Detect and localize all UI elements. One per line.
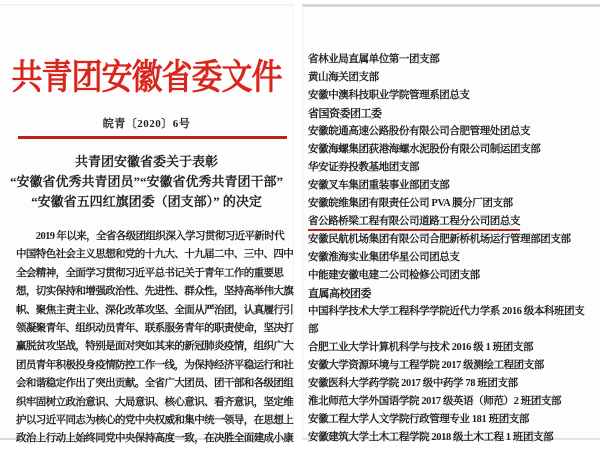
body-line: 2019 年以来，全省各级团组织深入学习贯彻习近平新时代 (16, 231, 285, 242)
branch-name: 华安证券投教基地团支部 (308, 162, 420, 173)
list-item (308, 213, 598, 231)
list-item (308, 303, 598, 321)
list-item (308, 321, 598, 339)
branch-name: 部 (308, 324, 319, 335)
list-item (308, 141, 598, 159)
list-item (308, 87, 598, 105)
branch-name: 安徽民航机场集团有限公司合肥新桥机场运行管理部团支部 (308, 234, 571, 245)
list-item (308, 159, 598, 177)
branch-name: 安徽工程大学人文学院行政管理专业 181 班团支部 (308, 414, 529, 425)
body-line: 会和谐稳定作出了突出贡献。全省广大团员、团干部和各级团组 (16, 378, 294, 390)
body-line: 领凝聚青年、组织动员青年、联系服务青年的职责使命，坚决打 (16, 323, 294, 335)
list-item (308, 51, 598, 69)
list-item (308, 123, 598, 141)
list-item (308, 357, 598, 375)
body-line: 赢脱贫攻坚战，特别是面对突如其来的新冠肺炎疫情，组织广大 (16, 341, 294, 353)
list-item (308, 105, 598, 123)
list-item (308, 393, 598, 411)
decision-body (16, 228, 294, 449)
list-item (308, 267, 598, 285)
branch-name: 省国资委团工委 (308, 108, 382, 120)
body-line: 中国特色社会主义思想和党的十九大、十九届二中、三中、四中 (16, 249, 294, 261)
branch-name: 安徽医科大学药学院 2017 级中药学 78 班团支部 (308, 378, 518, 389)
branch-name: 中能建安徽电建二公司检修公司团支部 (308, 270, 480, 281)
list-item (308, 411, 598, 429)
list-item (308, 231, 598, 249)
decision-title-line-1: 共青团安徽省委关于表彰 (74, 154, 218, 169)
page-left (0, 4, 294, 445)
body-line: 团员青年积极投身疫情防控工作一线，为保持经济平稳运行和社 (16, 359, 294, 371)
branch-name: 安徽建筑大学土木工程学院 2018 级土木工程 1 班团支部 (308, 432, 554, 443)
decision-title-line-3: “安徽省五四红旗团委（团支部）” 的决定 (31, 194, 262, 209)
branch-name: 安徽皖通高速公路股份有限公司合肥管理处团总支 (308, 126, 531, 137)
branch-name: 淮北师范大学外国语学院 2017 级英语（师范）2 班团支部 (308, 396, 562, 407)
list-item (308, 249, 598, 267)
page-right (302, 4, 600, 443)
red-divider-rule (18, 136, 287, 139)
branch-name: 安徽海螺集团荻港海螺水泥股份有限公司制运团支部 (308, 144, 541, 155)
branch-name: 合肥工业大学计算机科学与技术 2016 级 1 班团支部 (308, 342, 534, 353)
body-line: 想，切实保持和增强政治性、先进性、群众性，坚持高举伟大旗 (16, 286, 294, 298)
decision-title-line-2: “安徽省优秀共青团员”“安徽省优秀共青团干部” (9, 174, 283, 189)
branch-name: 安徽大学资源环境与工程学院 2017 级测绘工程团支部 (308, 360, 544, 371)
branch-name: 安徽皖维集团有限责任公司 PVA 膜分厂团支部 (308, 198, 513, 209)
body-line: 护以习近平同志为核心的党中央权威和集中统一领导，在思想上 (16, 415, 294, 427)
decision-title (0, 152, 293, 212)
branch-name: 省公路桥梁工程有限公司道路工程分公司团总支 (308, 214, 520, 231)
list-item (308, 69, 598, 87)
list-item (308, 339, 598, 357)
letterhead-title: 共青团安徽省委文件 (11, 57, 282, 98)
body-line: 政治上行动上始终同党中央保持高度一致，在决胜全面建成小康 (16, 433, 294, 445)
body-line: 织牢固树立政治意识、大局意识、核心意识、看齐意识，坚定维 (16, 396, 294, 408)
branch-name: 黄山海关团支部 (308, 72, 379, 83)
list-item (308, 429, 598, 447)
branch-name: 中国科学技术大学工程科学学院近代力学系 2016 级本科班团支 (308, 306, 585, 317)
branch-name: 安徽叉车集团重装事业部团支部 (308, 180, 450, 191)
list-item (308, 375, 598, 393)
body-line: 帜、聚焦主责主业、深化改革攻坚、全面从严治团，认真履行引 (16, 304, 294, 316)
list-item (308, 285, 598, 303)
list-item (308, 177, 598, 195)
document-number: 皖青〔2020〕6号 (102, 118, 191, 130)
branch-name: 安徽淮海实业集团华星公司团总支 (308, 252, 460, 263)
branch-name: 省林业局直属单位第一团支部 (308, 54, 440, 65)
branch-name: 安徽中澳科技职业学院管理系团总支 (308, 90, 470, 101)
body-line: 全会精神，全面学习贯彻习近平总书记关于青年工作的重要思 (16, 267, 284, 279)
branch-list (308, 51, 598, 447)
list-item (308, 195, 598, 213)
branch-name: 直属高校团委 (308, 288, 371, 300)
